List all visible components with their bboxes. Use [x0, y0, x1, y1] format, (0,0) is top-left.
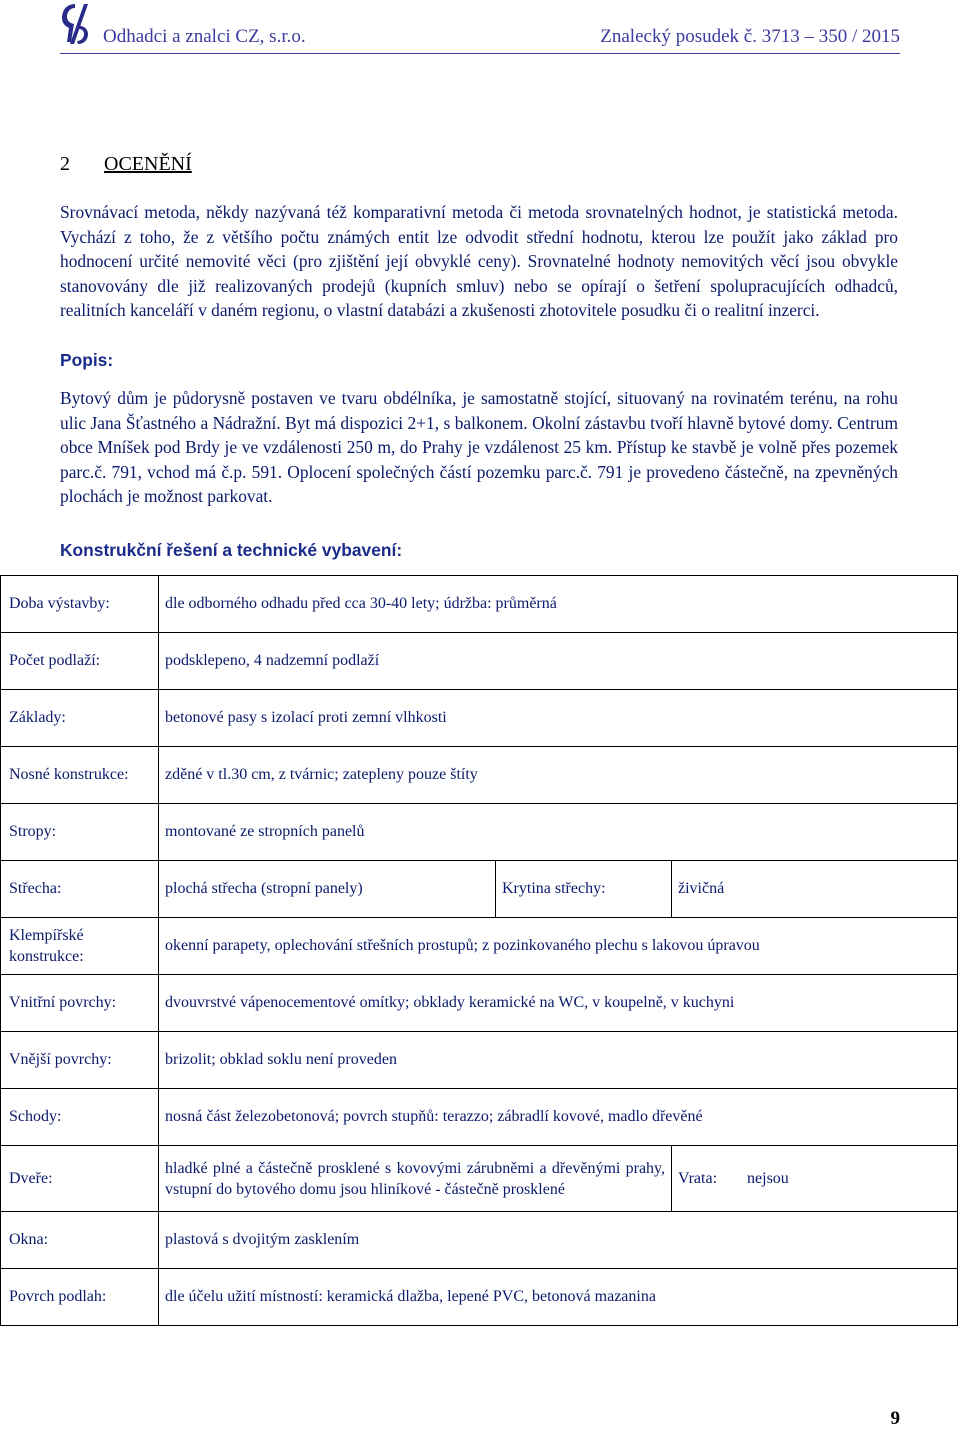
construction-table — [0, 575, 958, 1326]
company-logo — [60, 2, 90, 46]
table-row — [1, 690, 958, 747]
section-number: 2 — [60, 153, 70, 175]
table-row — [1, 1032, 958, 1089]
table-row — [1, 1269, 958, 1326]
header-divider — [60, 53, 900, 54]
popis-heading: Popis: — [60, 350, 114, 370]
row-label: Počet podlaží: — [1, 633, 159, 690]
row-label: Stropy: — [1, 804, 159, 861]
table-row — [1, 861, 958, 918]
table-row — [1, 1089, 958, 1146]
section-title — [60, 153, 192, 176]
row-value: okenní parapety, oplechování střešních prostupů; z pozinkovaného plechu s lakovou úpravou — [159, 918, 958, 975]
table-row — [1, 804, 958, 861]
row-value: zděné v tl.30 cm, z tvárnic; zatepleny pouze štíty — [159, 747, 958, 804]
row-value: dle odborného odhadu před cca 30-40 lety; údržba: průměrná — [159, 576, 958, 633]
row-label: Vnější povrchy: — [1, 1032, 159, 1089]
table-row — [1, 1212, 958, 1269]
row-label-secondary: Vrata: — [678, 1169, 718, 1187]
row-value: brizolit; obklad soklu není proveden — [159, 1032, 958, 1089]
table-row — [1, 1146, 958, 1212]
row-value: betonové pasy s izolací proti zemní vlhkosti — [159, 690, 958, 747]
row-label: Střecha: — [1, 861, 159, 918]
row-value: nosná část železobetonová; povrch stupňů: terazzo; zábradlí kovové, madlo dřevěné — [159, 1089, 958, 1146]
row-value: podsklepeno, 4 nadzemní podlaží — [159, 633, 958, 690]
row-value: plochá střecha (stropní panely) — [159, 861, 496, 918]
row-value: dvouvrstvé vápenocementové omítky; obklady keramické na WC, v koupelně, v kuchyni — [159, 975, 958, 1032]
row-value-secondary: nejsou — [747, 1169, 789, 1187]
report-number: Znalecký posudek č. 3713 – 350 / 2015 — [600, 26, 900, 47]
row-value: plastová s dvojitým zasklením — [159, 1212, 958, 1269]
row-value-secondary: živičná — [672, 861, 958, 918]
row-value: montované ze stropních panelů — [159, 804, 958, 861]
table-row — [1, 975, 958, 1032]
intro-paragraph: Srovnávací metoda, někdy nazývaná též komparativní metoda či metoda srovnatelných hodnot, je statistická metoda. Vychází z toho, že z většího počtu známých entit lze odvodit střední hodnotu, kterou lze použít jako základ pro hodnocení určité nemovité věci (pro zjištění její obvyklé ceny). Srovnatelné hodnoty nemovitých věcí jsou obvykle stanovovány dle již realizovaných prodejů (kupních smluv) nebo se opírají o šetření spolupracujících odhadců, realitních kanceláří v daném regionu, o vlastní databázi a zkušenosti zhotovitele posudku či o realitní inzerci. — [60, 202, 898, 320]
row-label: Základy: — [1, 690, 159, 747]
row-label-secondary: Krytina střechy: — [496, 861, 672, 918]
row-value: dle účelu užití místností: keramická dlažba, lepené PVC, betonová mazanina — [159, 1269, 958, 1326]
table-row — [1, 918, 958, 975]
row-label: Dveře: — [1, 1146, 159, 1212]
popis-paragraph: Bytový dům je půdorysně postaven ve tvaru obdélníka, je samostatně stojící, situovaný na rovinatém terénu, na rohu ulic Jana Šťastného a Nádražní. Byt má dispozici 2+1, s balkonem. Okolní zástavbu tvoří hlavně bytové domy. Centrum obce Mníšek pod Brdy je ve vzdálenosti 250 m, do Prahy je vzdálenost 25 km. Přístup ke stavbě je volně přes pozemek parc.č. 791, vchod má č.p. 591. Oplocení společných částí pozemku parc.č. 791 je provedeno částečně, na zpevněných plochách je možnost parkovat. — [60, 388, 898, 506]
row-label: Okna: — [1, 1212, 159, 1269]
table-row — [1, 576, 958, 633]
row-secondary — [672, 1146, 958, 1212]
konstrukce-heading: Konstrukční řešení a technické vybavení: — [60, 540, 403, 560]
row-value: hladké plné a částečně prosklené s kovovými zárubněmi a dřevěnými prahy, vstupní do bytového domu jsou hliníkové - částečně prosklené — [159, 1146, 672, 1212]
row-label: Povrch podlah: — [1, 1269, 159, 1326]
row-label: Klempířské konstrukce: — [1, 918, 159, 975]
row-label: Doba výstavby: — [1, 576, 159, 633]
row-label: Vnitřní povrchy: — [1, 975, 159, 1032]
table-row — [1, 747, 958, 804]
section-heading: OCENĚNÍ — [104, 153, 192, 175]
row-label: Schody: — [1, 1089, 159, 1146]
table-row — [1, 633, 958, 690]
company-name: Odhadci a znalci CZ, s.r.o. — [103, 26, 306, 47]
row-label: Nosné konstrukce: — [1, 747, 159, 804]
page-number: 9 — [890, 1408, 900, 1429]
page-header — [0, 0, 960, 60]
